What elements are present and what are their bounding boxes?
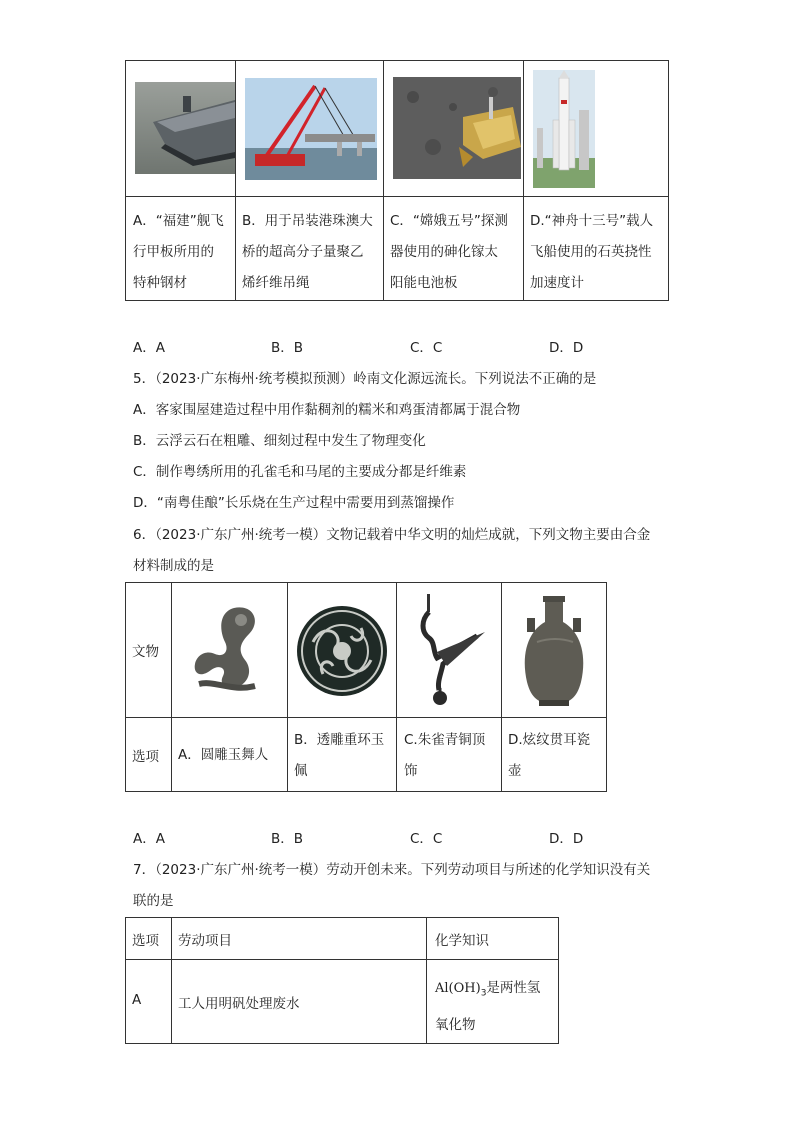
q7-row-a-project: 工人用明矾处理废水 [178, 996, 300, 1012]
q4-option-c[interactable]: C．C [410, 340, 443, 356]
q7-stem-line2: 联的是 [133, 893, 174, 909]
q6-row-label-artifact: 文物 [132, 644, 159, 660]
q5-option-b[interactable]: B．云浮云石在粗雕、细刻过程中发生了物理变化 [133, 433, 426, 449]
porcelain-pot-image [515, 592, 593, 710]
q4-caption-d: D.“神舟十三号”载人 飞船使用的石英挠性 加速度计 [530, 213, 654, 291]
q5-stem: 5．（2023·广东梅州·统考模拟预测）岭南文化源远流长。下列说法不正确的是 [133, 371, 597, 387]
q7-header-knowledge: 化学知识 [435, 933, 489, 949]
q7-header-option: 选项 [132, 933, 159, 949]
q7-table [125, 917, 558, 1044]
q6-option-d[interactable]: D．D [549, 831, 584, 847]
q4-option-b[interactable]: B．B [271, 340, 304, 356]
q6-caption-a: A．圆雕玉舞人 [178, 747, 269, 763]
q4-option-d[interactable]: D．D [549, 340, 584, 356]
knowledge-text-1: 是两性氢 [486, 980, 541, 996]
q5-option-c[interactable]: C．制作粤绣所用的孔雀毛和马尾的主要成分都是纤维素 [133, 464, 467, 480]
q6-stem-line1: 6．（2023·广东广州·统考一模）文物记载着中华文明的灿烂成就，下列文物主要由合金 [133, 527, 651, 543]
q4-caption-a: A．“福建”舰飞 行甲板所用的 特种钢材 [133, 213, 224, 291]
q6-table [125, 582, 606, 792]
q4-option-a[interactable]: A．A [133, 340, 165, 356]
crane-bridge-image [245, 78, 377, 180]
q7-stem-line1: 7．（2023·广东广州·统考一模）劳动开创未来。下列劳动项目与所述的化学知识没有关 [133, 862, 651, 878]
q4-table [125, 60, 668, 300]
jade-dancer-image [179, 600, 279, 698]
q6-option-a[interactable]: A．A [133, 831, 165, 847]
rocket-image [533, 70, 595, 188]
q6-caption-c: C.朱雀青铜顶 饰 [404, 732, 486, 779]
q6-row-label-option: 选项 [132, 749, 159, 765]
aircraft-carrier-image [135, 82, 235, 174]
bronze-bird-image [407, 592, 491, 710]
q4-caption-b: B．用于吊装港珠澳大 桥的超高分子量聚乙 烯纤维吊绳 [242, 213, 373, 291]
formula-subscript: 3 [480, 988, 487, 999]
q5-option-a[interactable]: A．客家围屋建造过程中用作黏稠剂的糯米和鸡蛋清都属于混合物 [133, 402, 521, 418]
q6-option-b[interactable]: B．B [271, 831, 304, 847]
formula-text: Al(OH) [435, 981, 481, 996]
q7-header-project: 劳动项目 [178, 933, 232, 949]
lunar-lander-image [393, 77, 521, 179]
jade-pendant-image [293, 602, 391, 700]
q4-caption-c: C．“嫦娥五号”探测 器使用的砷化镓太 阳能电池板 [390, 213, 508, 291]
q6-option-c[interactable]: C．C [410, 831, 443, 847]
q6-caption-b: B．透雕重环玉 佩 [294, 732, 385, 779]
q7-row-a-knowledge [435, 973, 540, 1041]
q5-option-d[interactable]: D．“南粤佳酿”长乐烧在生产过程中需要用到蒸馏操作 [133, 495, 455, 511]
q6-caption-d: D.炫纹贯耳瓷 壶 [508, 732, 591, 779]
q6-stem-line2: 材料制成的是 [133, 558, 214, 574]
knowledge-text-2: 氧化物 [435, 1016, 476, 1033]
q7-row-a-option: A [132, 992, 142, 1008]
